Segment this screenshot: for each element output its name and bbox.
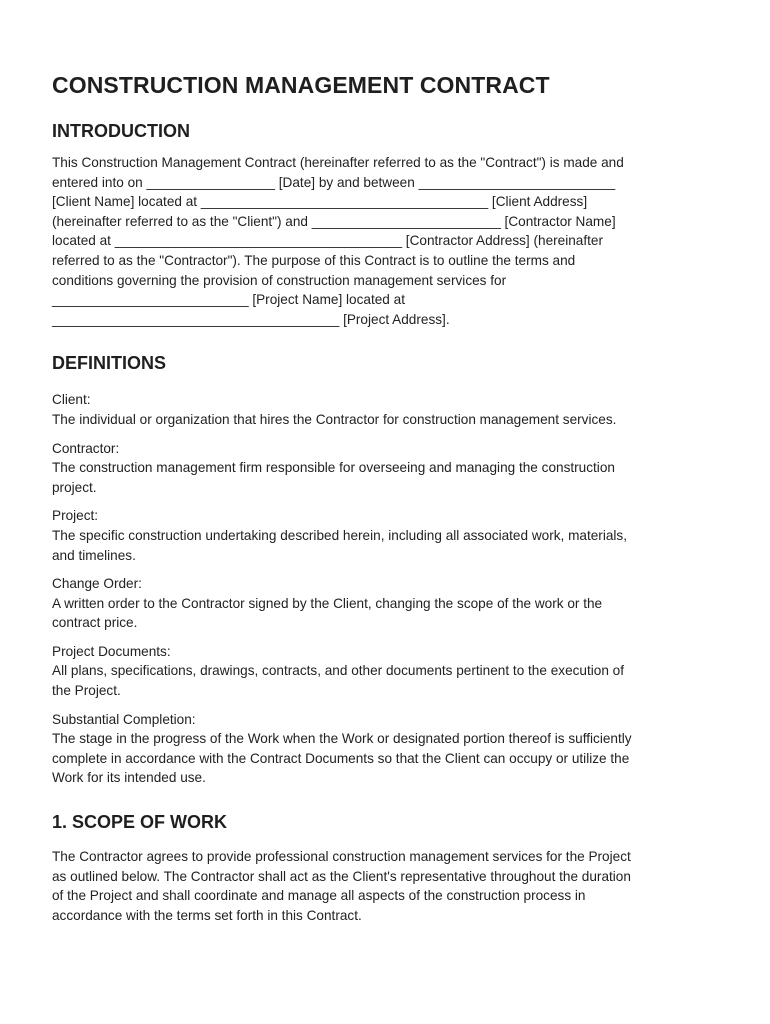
definition-change-order — [52, 574, 718, 633]
definition-contractor — [52, 439, 718, 498]
intro-line: entered into on _________________ [Date] by and between __________________________ — [52, 174, 616, 190]
definition-text: The individual or organization that hires the Contractor for construction management services. — [52, 411, 617, 427]
intro-line: __________________________ [Project Name] located at — [52, 292, 405, 308]
definitions-list — [52, 390, 718, 788]
scope-line: as outlined below. The Contractor shall act as the Client's representative throughout the duration — [52, 868, 631, 884]
scope-line: accordance with the terms set forth in this Contract. — [52, 907, 362, 923]
definition-text: The construction management firm responsible for overseeing and managing the construction — [52, 460, 615, 476]
intro-line: [Client Name] located at ______________________________________ [Client Address] — [52, 194, 588, 210]
scope-heading: 1. SCOPE OF WORK — [52, 812, 228, 833]
definition-term: Substantial Completion: — [52, 711, 196, 727]
scope-line: of the Project and shall coordinate and manage all aspects of the construction process in — [52, 888, 586, 904]
definition-term: Project Documents: — [52, 643, 171, 659]
definition-term: Client: — [52, 392, 91, 408]
definition-text: complete in accordance with the Contract Documents so that the Client can occupy or utilize the — [52, 750, 630, 766]
definition-text: The specific construction undertaking described herein, including all associated work, materials, — [52, 527, 628, 543]
scope-paragraph — [52, 847, 718, 925]
definition-text: the Project. — [52, 683, 121, 699]
definition-text: and timelines. — [52, 547, 136, 563]
introduction-paragraph — [52, 153, 718, 329]
definition-term: Change Order: — [52, 576, 142, 592]
definition-term: Project: — [52, 508, 99, 524]
definition-text: The stage in the progress of the Work when the Work or designated portion thereof is sufficiently — [52, 731, 632, 747]
intro-line: ______________________________________ [Project Address]. — [52, 311, 450, 327]
definition-text: Work for its intended use. — [52, 770, 206, 786]
definitions-heading: DEFINITIONS — [52, 353, 167, 374]
definition-text: A written order to the Contractor signed by the Client, changing the scope of the work or the — [52, 595, 603, 611]
introduction-heading: INTRODUCTION — [52, 121, 190, 141]
definition-project-documents — [52, 642, 718, 701]
intro-line: (hereinafter referred to as the "Client") and _________________________ [Contractor Name] — [52, 213, 616, 229]
scope-line: The Contractor agrees to provide professional construction management services for the Project — [52, 849, 631, 865]
document-title: CONSTRUCTION MANAGEMENT CONTRACT — [52, 72, 550, 98]
intro-line: located at ______________________________________ [Contractor Address] (hereinafter — [52, 233, 603, 249]
definition-text: All plans, specifications, drawings, contracts, and other documents pertinent to the execution of — [52, 663, 625, 679]
definition-term: Contractor: — [52, 440, 120, 456]
intro-line: referred to as the "Contractor"). The purpose of this Contract is to outline the terms and — [52, 252, 576, 268]
definition-substantial-completion — [52, 710, 718, 788]
definition-project — [52, 506, 718, 565]
definition-text: contract price. — [52, 615, 138, 631]
definition-client — [52, 390, 718, 429]
definition-text: project. — [52, 479, 97, 495]
intro-line: This Construction Management Contract (hereinafter referred to as the "Contract") is made and — [52, 155, 624, 170]
intro-line: conditions governing the provision of construction management services for — [52, 272, 507, 288]
